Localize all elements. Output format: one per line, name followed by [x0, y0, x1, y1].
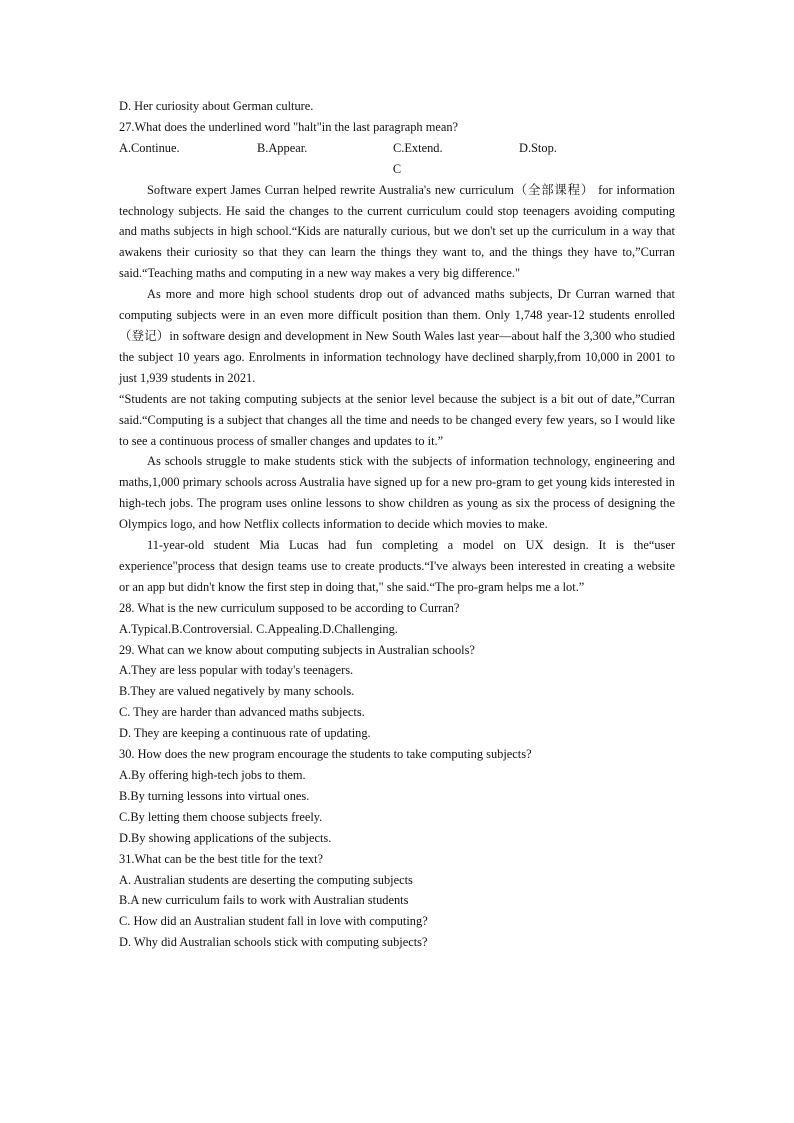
q29-option-b: B.They are valued negatively by many schools. — [119, 684, 355, 699]
q27-option-a: A.Continue. — [119, 140, 180, 155]
question-27: 27.What does the underlined word "halt"in the last paragraph mean? — [119, 119, 459, 134]
q27-option-d: D.Stop. — [519, 140, 557, 155]
q27-option-b: B.Appear. — [257, 140, 308, 155]
paragraph-3: “Students are not taking computing subjects at the senior level because the subject is a bit out of date,”Curran said.“Computing is a subject that changes all the time and needs to be changed every few years, so I would like to see a continuous process of smaller changes and updates to it.” — [119, 391, 675, 448]
paragraph-2: As more and more high school students drop out of advanced maths subjects, Dr Curran warned that computing subjects were in an even more difficult position than them. Only 1,748 year-12 students enrolled（登记）in software design and development in New South Wales last year—about half the 3,300 who studied the subject 10 years ago. Enrolments in information technology have declined sharply,from 10,000 in 2001 to just 1,939 students in 2021. — [119, 287, 675, 385]
document-page — [119, 96, 675, 953]
q27-options — [119, 138, 675, 159]
question-31: 31.What can be the best title for the text? — [119, 851, 324, 866]
q30-option-d: D.By showing applications of the subjects. — [119, 830, 332, 845]
q30-option-c: C.By letting them choose subjects freely. — [119, 809, 323, 824]
q29-option-a: A.They are less popular with today's teenagers. — [119, 663, 354, 678]
question-28: 28. What is the new curriculum supposed to be according to Curran? — [119, 600, 460, 615]
q29-option-c: C. They are harder than advanced maths subjects. — [119, 705, 365, 720]
section-letter: C — [392, 161, 402, 176]
q31-option-d: D. Why did Australian schools stick with computing subjects? — [119, 935, 428, 950]
q31-option-c: C. How did an Australian student fall in love with computing? — [119, 914, 428, 929]
q27-option-c: C.Extend. — [393, 140, 443, 155]
paragraph-5: 11-year-old student Mia Lucas had fun completing a model on UX design. It is the“user experience"process that design teams use to create products.“I've always been interested in creating a website or an app but didn't know the first step in doing that," she said.“The pro-gram helps me a lot.” — [119, 538, 675, 594]
paragraph-1: Software expert James Curran helped rewrite Australia's new curriculum（全部课程） for information technology subjects. He said the changes to the current curriculum could stop teenagers avoiding computing and maths subjects in high school.“Kids are naturally curious, but we don't set up the curriculum in a way that awakens their curiosity so that they can learn the things they want to, and the things they have to,”Curran said.“Teaching maths and computing in a new way makes a very big difference." — [119, 182, 675, 281]
paragraph-4: As schools struggle to make students stick with the subjects of information technology, engineering and maths,1,000 primary schools across Australia have signed up for a new pro-gram to get young kids interested in high-tech jobs. The program uses online lessons to show children as young as six the process of designing the Olympics logo, and how Netflix collects information to decide which movies to make. — [119, 454, 675, 532]
q29-option-d: D. They are keeping a continuous rate of updating. — [119, 726, 371, 741]
q28-options: A.Typical.B.Controversial. C.Appealing.D.Challenging. — [119, 621, 398, 636]
q30-option-a: A.By offering high-tech jobs to them. — [119, 768, 306, 782]
q31-option-b: B.A new curriculum fails to work with Australian students — [119, 893, 409, 908]
q31-option-a: A. Australian students are deserting the computing subjects — [119, 872, 413, 887]
question-30: 30. How does the new program encourage the students to take computing subjects? — [119, 747, 532, 762]
option-line: D. Her curiosity about German culture. — [119, 99, 314, 113]
question-29: 29. What can we know about computing subjects in Australian schools? — [119, 642, 475, 657]
q30-option-b: B.By turning lessons into virtual ones. — [119, 788, 310, 803]
